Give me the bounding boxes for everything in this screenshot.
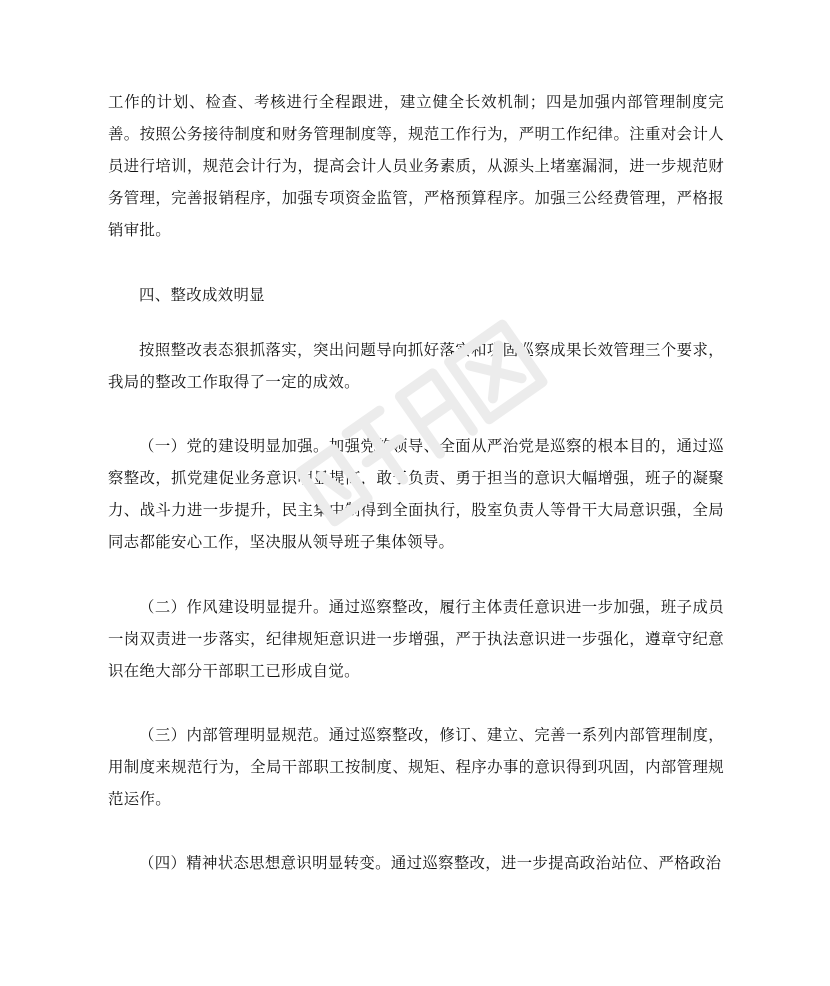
paragraph-intro: 按照整改表态狠抓落实，突出问题导向抓好落实和巩固巡察成果长效管理三个要求，我局的整改工作取得了一定的成效。 — [108, 341, 724, 391]
paragraph-continuation: 工作的计划、检查、考核进行全程跟进，建立健全长效机制；四是加强内部管理制度完善。按照公务接待制度和财务管理制度等，规范工作行为，严明工作纪律。注重对会计人员进行培训，规范会计行为，提高会计人员业务素质，从源头上堵塞漏洞，进一步规范财务管理，完善报销程序，加强专项资金监管，严格预算程序。加强三公经费管理，严格报销审批。 — [108, 93, 724, 239]
paragraph-item-2: （二）作风建设明显提升。通过巡察整改，履行主体责任意识进一步加强，班子成员一岗双责进一步落实，纪律规矩意识进一步增强，严于执法意识进一步强化，遵章守纪意识在绝大部分干部职工已形成自觉。 — [108, 598, 724, 680]
paragraph-item-4: （四）精神状态思想意识明显转变。通过巡察整改，进一步提高政治站位、严格政治 — [139, 854, 722, 872]
section-heading: 四、整改成效明显 — [139, 286, 265, 304]
paragraph-item-1: （一）党的建设明显加强。加强党的领导、全面从严治党是巡察的根本目的，通过巡察整改，抓党建促业务意识明显提高，敢于负责、勇于担当的意识大幅增强，班子的凝聚力、战斗力进一步提升，民主集中制得到全面执行，股室负责人等骨干大局意识强，全局同志都能安心工作，坚决服从领导班子集体领导。 — [108, 437, 724, 551]
paragraph-item-3: （三）内部管理明显规范。通过巡察整改，修订、建立、完善一系列内部管理制度，用制度来规范行为，全局干部职工按制度、规矩、程序办事的意识得到巩固，内部管理规范运作。 — [108, 726, 724, 808]
